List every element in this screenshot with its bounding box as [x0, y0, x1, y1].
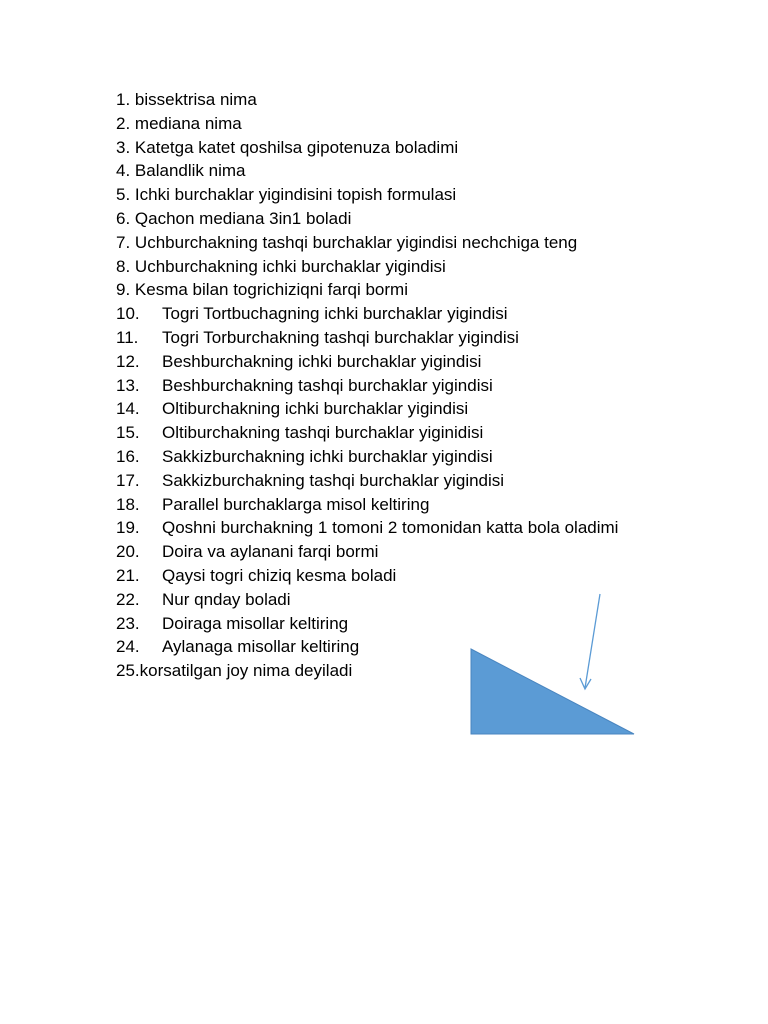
question-number: 20.	[116, 542, 140, 562]
question-text: Ichki burchaklar yigindisini topish formulasi	[134, 185, 457, 205]
question-number: 22.	[116, 589, 140, 609]
question-item	[116, 112, 646, 136]
question-item	[116, 564, 646, 588]
question-number: 5.	[116, 185, 131, 205]
question-text: Uchburchakning ichki burchaklar yigindisi	[134, 256, 446, 276]
question-item	[116, 350, 646, 374]
question-number: 10.	[116, 304, 140, 324]
question-number: 12.	[116, 351, 140, 371]
question-text: Togri Tortbuchagning ichki burchaklar yigindisi	[162, 304, 508, 324]
question-number: 7.	[116, 232, 131, 252]
question-text: Beshburchakning tashqi burchaklar yigindisi	[162, 375, 493, 395]
question-item	[116, 136, 646, 160]
question-text: Oltiburchakning ichki burchaklar yigindisi	[162, 399, 469, 419]
question-number: 14.	[116, 399, 140, 419]
question-text: Parallel burchaklarga misol keltiring	[162, 494, 430, 514]
question-number: 2.	[116, 113, 131, 133]
question-text: Nur qnday boladi	[162, 589, 291, 609]
question-number: 25.	[116, 661, 140, 681]
question-text: Sakkizburchakning tashqi burchaklar yigindisi	[162, 470, 505, 490]
question-text: Doira va aylanani farqi bormi	[162, 542, 379, 562]
question-text: Kesma bilan togrichiziqni farqi bormi	[134, 280, 408, 300]
question-number: 15.	[116, 423, 140, 443]
question-number: 24.	[116, 637, 140, 657]
question-item	[116, 516, 646, 540]
question-number: 4.	[116, 161, 131, 181]
question-text: Qoshni burchakning 1 tomoni 2 tomonidan katta bola oladimi	[162, 518, 619, 538]
question-text: mediana nima	[134, 113, 242, 133]
question-text: Doiraga misollar keltiring	[162, 613, 349, 633]
question-item	[116, 88, 646, 112]
question-item	[116, 374, 646, 398]
question-item	[116, 278, 646, 302]
question-text: Uchburchakning tashqi burchaklar yigindisi nechchiga teng	[134, 232, 578, 252]
question-item	[116, 612, 646, 636]
question-text: Beshburchakning ichki burchaklar yigindisi	[162, 351, 482, 371]
question-number: 9.	[116, 280, 131, 300]
question-text: Oltiburchakning tashqi burchaklar yiginidisi	[162, 423, 484, 443]
question-item	[116, 540, 646, 564]
question-number: 18.	[116, 494, 140, 514]
question-number: 13.	[116, 375, 140, 395]
question-number: 8.	[116, 256, 131, 276]
question-text: Katetga katet qoshilsa gipotenuza boladimi	[134, 137, 459, 157]
question-number: 21.	[116, 565, 140, 585]
question-number: 1.	[116, 90, 131, 109]
question-item	[116, 421, 646, 445]
question-number: 3.	[116, 137, 131, 157]
question-number: 16.	[116, 446, 140, 466]
question-item	[116, 255, 646, 279]
question-text: bissektrisa nima	[134, 90, 257, 109]
question-item	[116, 635, 646, 659]
question-number: 23.	[116, 613, 140, 633]
question-item	[116, 493, 646, 517]
question-number: 19.	[116, 518, 140, 538]
question-item	[116, 588, 646, 612]
question-number: 11.	[116, 327, 139, 347]
question-item	[116, 397, 646, 421]
question-item	[116, 183, 646, 207]
question-text: korsatilgan joy nima deyiladi	[139, 661, 353, 681]
question-text: Qaysi togri chiziq kesma boladi	[162, 565, 397, 585]
question-item	[116, 231, 646, 255]
question-text: Togri Torburchakning tashqi burchaklar yigindisi	[162, 327, 519, 347]
question-item	[116, 326, 646, 350]
question-item	[116, 469, 646, 493]
question-item	[116, 302, 646, 326]
question-text: Aylanaga misollar keltiring	[162, 637, 360, 657]
question-item	[116, 159, 646, 183]
question-number: 17.	[116, 470, 140, 490]
question-list	[116, 88, 646, 683]
question-item	[116, 659, 646, 683]
question-item	[116, 207, 646, 231]
question-item	[116, 445, 646, 469]
question-number: 6.	[116, 208, 131, 228]
question-text: Qachon mediana 3in1 boladi	[134, 208, 352, 228]
question-text: Sakkizburchakning ichki burchaklar yigindisi	[162, 446, 493, 466]
question-text: Balandlik nima	[134, 161, 246, 181]
